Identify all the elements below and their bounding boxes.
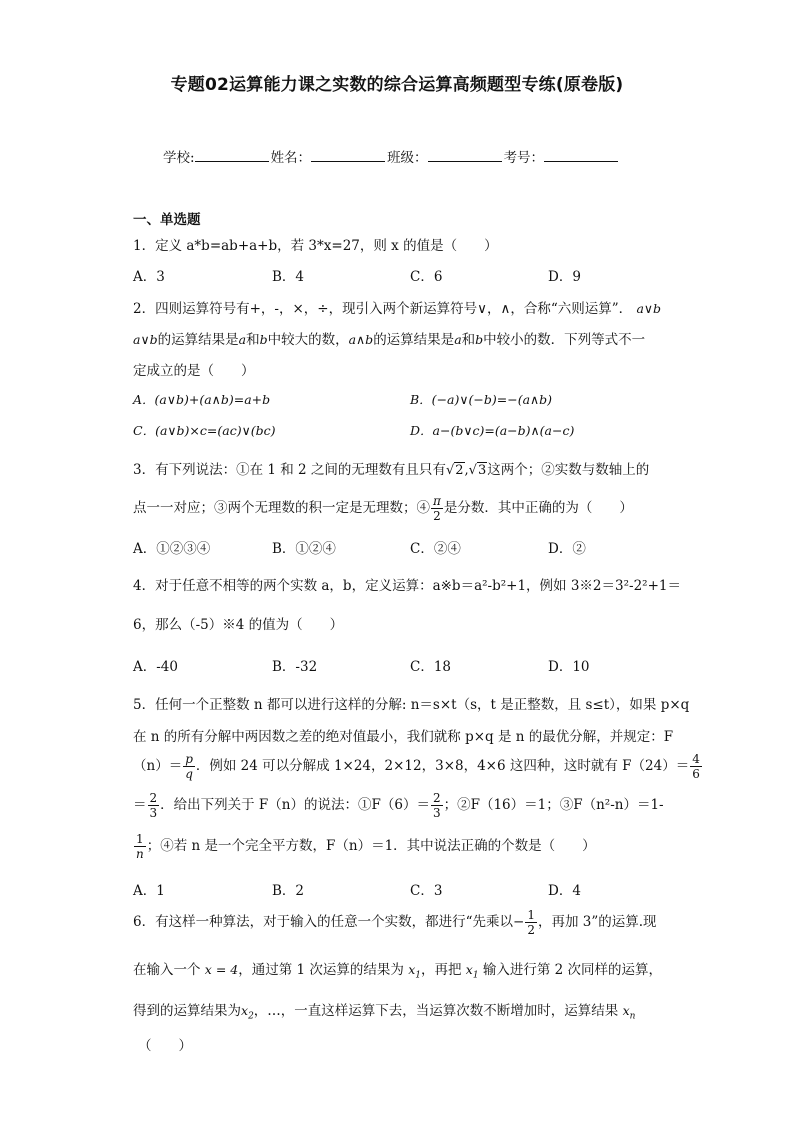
two-thirds-fraction: $\frac{2}{3}$: [149, 791, 158, 820]
one-over-n-fraction: $\frac{1}{n}$: [136, 832, 144, 861]
question-6-line3: 得到的运算结果为$x_2$，…，一直这样运算下去，当运算次数不断增加时，运算结果 $x_n$: [133, 1003, 636, 1022]
question-5-line5: $\frac{1}{n}$ ；④若 n 是一个完全平方数，F（n）＝1．其中说法正确的个数是（ ）: [136, 832, 596, 861]
pi-over-2-fraction: $\frac{\pi}{2}$: [433, 494, 441, 523]
question-5-line1: 5．任何一个正整数 n 都可以进行这样的分解: n＝s×t（s，t 是正整数，且 s≤t），如果 p×q: [133, 697, 690, 713]
q5-option-a: A．1: [133, 883, 165, 899]
sqrt-2-3: √2,√3: [445, 463, 487, 478]
q4-option-c: C．18: [410, 659, 452, 675]
question-6-line2: 在输入一个 x = 4，通过第 1 次运算的结果为 $x_1$，再把 $x_1$ 输入进行第 2 次同样的运算，: [133, 962, 663, 981]
question-6-line4: （ ）: [138, 1038, 192, 1054]
question-2-line3: 定成立的是（ ）: [133, 363, 255, 379]
question-4-line2: 6，那么（-5）※4 的值为（ ）: [133, 617, 344, 633]
page-title: 专题02运算能力课之实数的综合运算高频题型专练(原卷版): [170, 75, 624, 95]
question-5-line2: 在 n 的所有分解中两因数之差的绝对值最小，我们就称 p×q 是 n 的最优分解，并规定：F: [133, 729, 674, 745]
q4-option-d: D．10: [548, 659, 590, 675]
question-6-line1: 6．有这样一种算法，对于输入的任意一个实数，都进行“先乘以− $\frac{1}{2}$ ，再加 3”的运算.现: [133, 908, 657, 937]
q2-line1-text: 2．四则运算符号有+，-，×，÷，现引入两个新运算符号∨，∧，合称“六则运算”．: [133, 301, 633, 317]
question-5-line4: ＝ $\frac{2}{3}$ ．给出下列关于 F（n）的说法：①F（6）＝ $\frac{2}{3}$ ；②F（16）＝1；③F（n²-n）＝1-: [133, 791, 664, 820]
question-5-line3: （n）＝ $\frac{p}{q}$ ．例如 24 可以分解成 1×24，2×12，3×8，4×6 这四种，这时就有 F（24）＝ $\frac{4}{6}$: [133, 752, 700, 781]
q1-option-b: B．4: [272, 269, 305, 285]
q4-option-b: B．-32: [272, 659, 318, 675]
q5-option-d: D．4: [548, 883, 581, 899]
four-sixths-fraction: $\frac{4}{6}$: [692, 752, 700, 781]
question-1-stem: 1．定义 a*b=ab+a+b，若 3*x=27，则 x 的值是（ ）: [133, 238, 498, 254]
q3-option-c: C．②④: [410, 541, 461, 557]
q2-option-d: D．a−(b∨c)=(a−b)∧(a−c): [410, 423, 575, 438]
q4-option-a: A．-40: [133, 659, 178, 675]
section-heading: 一、单选题: [133, 212, 201, 228]
name-label: 姓名：: [270, 150, 312, 166]
name-blank[interactable]: [311, 148, 385, 162]
q3-option-d: D．②: [548, 541, 586, 557]
q5-option-c: C．3: [410, 883, 443, 899]
class-label: 班级：: [387, 150, 428, 166]
q1-option-d: D．9: [548, 269, 581, 285]
q2-line1-math: a∨b: [636, 301, 662, 316]
question-3-line1: 3．有下列说法：①在 1 和 2 之间的无理数有且只有√2,√3这两个；②实数与数轴上的: [133, 462, 650, 478]
question-4-line1: 4．对于任意不相等的两个实数 a，b，定义运算：a※b＝a²-b²+1，例如 3※2＝3²-2²+1＝: [133, 578, 681, 594]
question-3-line2: 点一一对应；③两个无理数的积一定是无理数；④ $\frac{\pi}{2}$ 是分数．其中正确的为（ ）: [133, 494, 633, 523]
q3-option-b: B．①②④: [272, 541, 336, 557]
q1-option-c: C．6: [410, 269, 443, 285]
school-blank[interactable]: [195, 148, 269, 162]
one-half-fraction: $\frac{1}{2}$: [527, 908, 535, 937]
q2-option-c: C．(a∨b)×c=(ac)∨(bc): [133, 423, 276, 438]
exam-label: 考号：: [503, 150, 545, 166]
q3-option-a: A．①②③④: [133, 541, 211, 557]
q2-option-a: A．(a∨b)+(a∧b)=a+b: [133, 392, 271, 407]
school-label: 学校:: [163, 150, 195, 166]
two-thirds-fraction-2: $\frac{2}{3}$: [432, 791, 441, 820]
exam-blank[interactable]: [544, 148, 618, 162]
p-over-q-fraction: $\frac{p}{q}$: [185, 752, 193, 781]
q1-option-a: A．3: [133, 269, 165, 285]
q5-option-b: B．2: [272, 883, 305, 899]
student-info-row: [163, 146, 620, 166]
class-blank[interactable]: [428, 148, 502, 162]
question-2-line2: a∨b的运算结果是a和b中较大的数，a∧b的运算结果是a和b中较小的数．下列等式不一: [133, 332, 646, 348]
question-2-line1: [133, 297, 661, 317]
q2-option-b: B．(−a)∨(−b)=−(a∧b): [410, 392, 553, 407]
